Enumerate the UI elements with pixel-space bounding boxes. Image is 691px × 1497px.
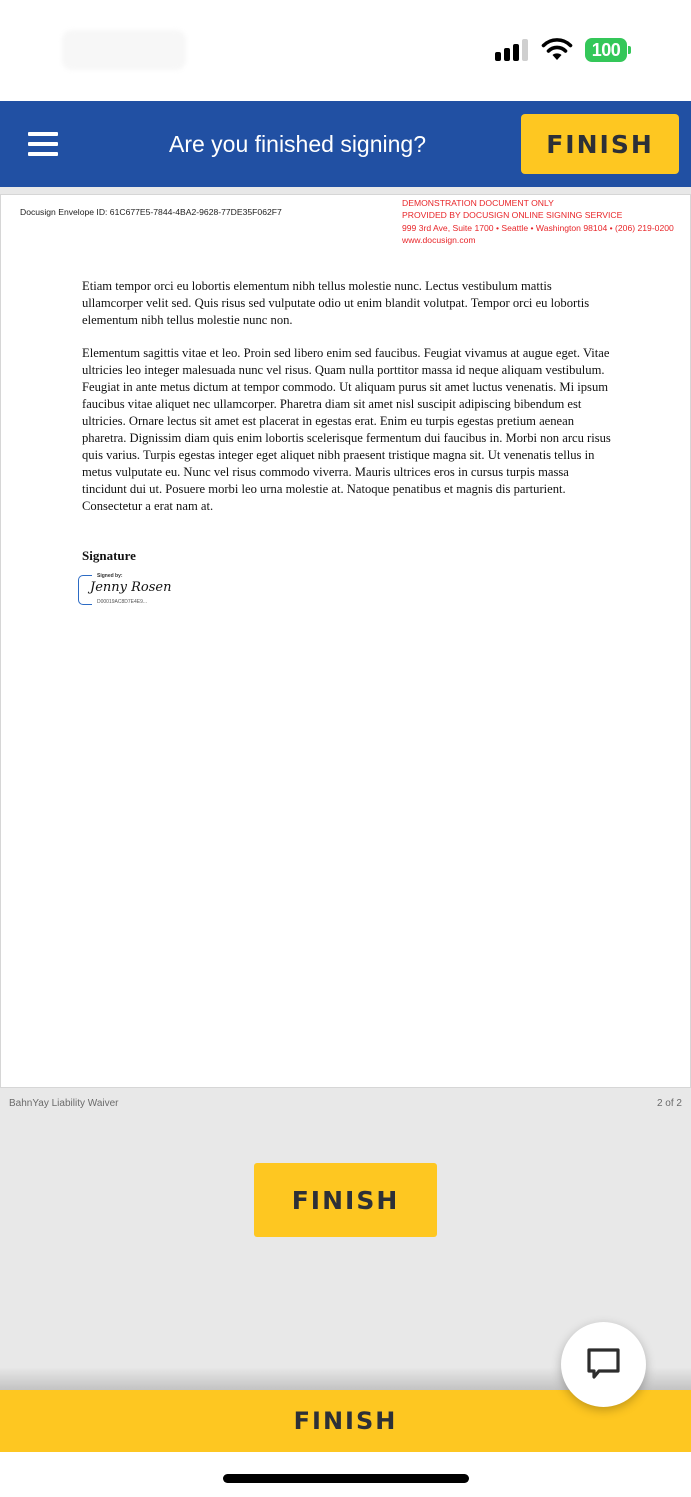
chat-button[interactable] xyxy=(561,1322,646,1407)
chat-bubble-icon xyxy=(585,1346,622,1383)
hamburger-menu-icon[interactable] xyxy=(28,131,58,157)
demo-line: PROVIDED BY DOCUSIGN ONLINE SIGNING SERVICE xyxy=(402,210,623,221)
page-indicator: 2 of 2 xyxy=(656,1098,682,1109)
header-finish-button[interactable]: FINISH xyxy=(521,114,679,174)
demo-line: 999 3rd Ave, Suite 1700 • Seattle • Washington 98104 • (206) 219-0200 xyxy=(402,222,674,233)
demo-line: DEMONSTRATION DOCUMENT ONLY xyxy=(402,198,554,208)
home-area xyxy=(0,1452,691,1497)
document-name: BahnYay Liability Waiver xyxy=(9,1098,119,1109)
signature-hash: D00019AC8D7E4E9... xyxy=(97,599,148,605)
battery-level: 100 xyxy=(585,38,627,62)
signer-name: Jenny Rosen xyxy=(90,580,172,595)
signed-by-label: Signed by: xyxy=(97,573,123,579)
home-indicator[interactable] xyxy=(223,1474,469,1483)
signature-heading: Signature xyxy=(82,548,136,563)
demo-notice xyxy=(402,197,674,246)
demo-line: www.docusign.com xyxy=(402,234,476,245)
status-bar xyxy=(0,0,691,101)
battery-icon xyxy=(585,38,631,62)
status-time-redacted xyxy=(62,30,186,70)
paragraph-1: Etiam tempor orci eu lobortis elementum nibh tellus molestie nunc. Lectus vestibulum mattis ullamcorper velit sed. Quis risus sed vulputate odio ut enim blandit volutpat. Tempor orci eu lobortis elementum nibh tellus molestie nunc non. xyxy=(82,279,590,327)
paragraph-2: Elementum sagittis vitae et leo. Proin sed libero enim sed faucibus. Feugiat vivamus at augue eget. Vitae ultricies leo integer malesuada nunc vel risus. Quam nulla porttitor massa id neque aliquam vestibulum. Feugiat in ante metus dictum at tempor commodo. Ut aliquam purus sit amet luctus venenatis. Mi ipsum faucibus vitae aliquet nec ullamcorper. Pharetra diam sit amet nisl suscipit adipiscing bibendum est ultricies. Ornare lectus sit amet est placerat in egestas erat. Enim eu turpis egestas pretium aenean pharetra. Dignissim diam quis enim lobortis scelerisque fermentum dui faucibus in. Morbi non arcu risus quis varius. Turpis egestas integer eget aliquet nibh praesent tristique magna sit. Ut venenatis tellus in metus vulputate eu. Nunc vel risus commodo viverra. Mauris ultrices eros in cursus turpis massa tincidunt dui ut. Posuere morbi leo urna molestie at. Natoque penatibus et magnis dis parturient. Consectetur a erat nam at. xyxy=(82,346,611,513)
wifi-icon xyxy=(541,36,573,62)
document-page xyxy=(0,194,691,1088)
cellular-signal-icon xyxy=(495,39,531,61)
envelope-id: Docusign Envelope ID: 61C677E5-7844-4BA2-9628-77DE35F062F7 xyxy=(20,207,282,217)
finish-button-bottom[interactable]: FINISH xyxy=(0,1390,691,1452)
finish-button-inline[interactable]: FINISH xyxy=(254,1163,437,1237)
signature-stamp xyxy=(78,569,172,611)
signing-header xyxy=(0,101,691,187)
header-title: Are you finished signing? xyxy=(169,131,426,157)
document-viewer[interactable] xyxy=(0,187,691,1390)
